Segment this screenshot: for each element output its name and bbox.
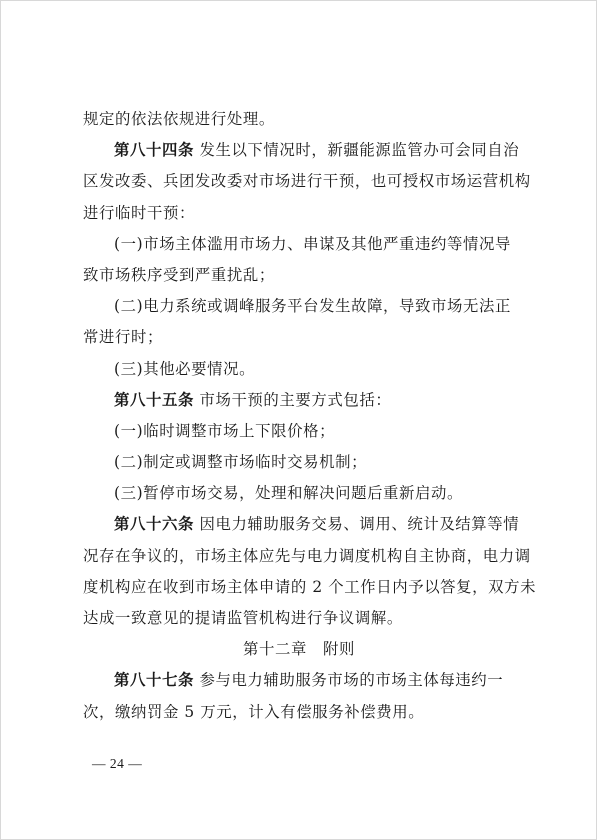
article-number: 第八十五条 [114,390,194,409]
article-number: 第八十四条 [114,141,194,160]
list-item-line: (三)其他必要情况。 [114,359,256,378]
list-item-line: (二)制定或调整市场临时交易机制； [114,453,368,472]
chapter-heading: 第十二章 附则 [243,640,355,659]
list-item-line: (二)电力系统或调峰服务平台发生故障，导致市场无法正 [114,297,511,316]
article-86-line: 第八十六条 因电力辅助服务交易、调用、统计及结算等情 [114,515,520,534]
list-item-line: (一)市场主体滥用市场力、串谋及其他严重违约等情况导 [114,234,511,253]
document-body [83,104,537,728]
list-item-line: (一)临时调整市场上下限价格； [114,421,336,440]
text-line: 致市场秩序受到严重扰乱； [83,265,275,284]
article-number: 第八十七条 [114,671,194,690]
article-84-line: 第八十四条 发生以下情况时，新疆能源监管办可会同自治 [114,141,520,160]
text-line: 常进行时； [83,328,163,347]
text-line: 进行临时干预： [83,203,195,222]
article-85-line: 第八十五条 市场干预的主要方式包括： [114,390,392,409]
text-line: 度机构应在收到市场主体申请的 2 个工作日内予以答复，双方未 [83,577,537,596]
article-87-line: 第八十七条 参与电力辅助服务市场的市场主体每违约一 [114,671,504,690]
text-line: 区发改委、兵团发改委对市场进行干预，也可授权市场运营机构 [83,172,531,191]
page-number: — 24 — [92,756,143,771]
text-line: 次，缴纳罚金 5 万元，计入有偿服务补偿费用。 [83,702,425,721]
text-line: 规定的依法依规进行处理。 [83,110,275,128]
text-line: 达成一致意见的提请监管机构进行争议调解。 [83,609,403,627]
list-item-line: (三)暂停市场交易，处理和解决问题后重新启动。 [114,484,464,503]
text-line: 况存在争议的，市场主体应先与电力调度机构自主协商，电力调 [83,546,531,565]
article-number: 第八十六条 [114,515,194,534]
